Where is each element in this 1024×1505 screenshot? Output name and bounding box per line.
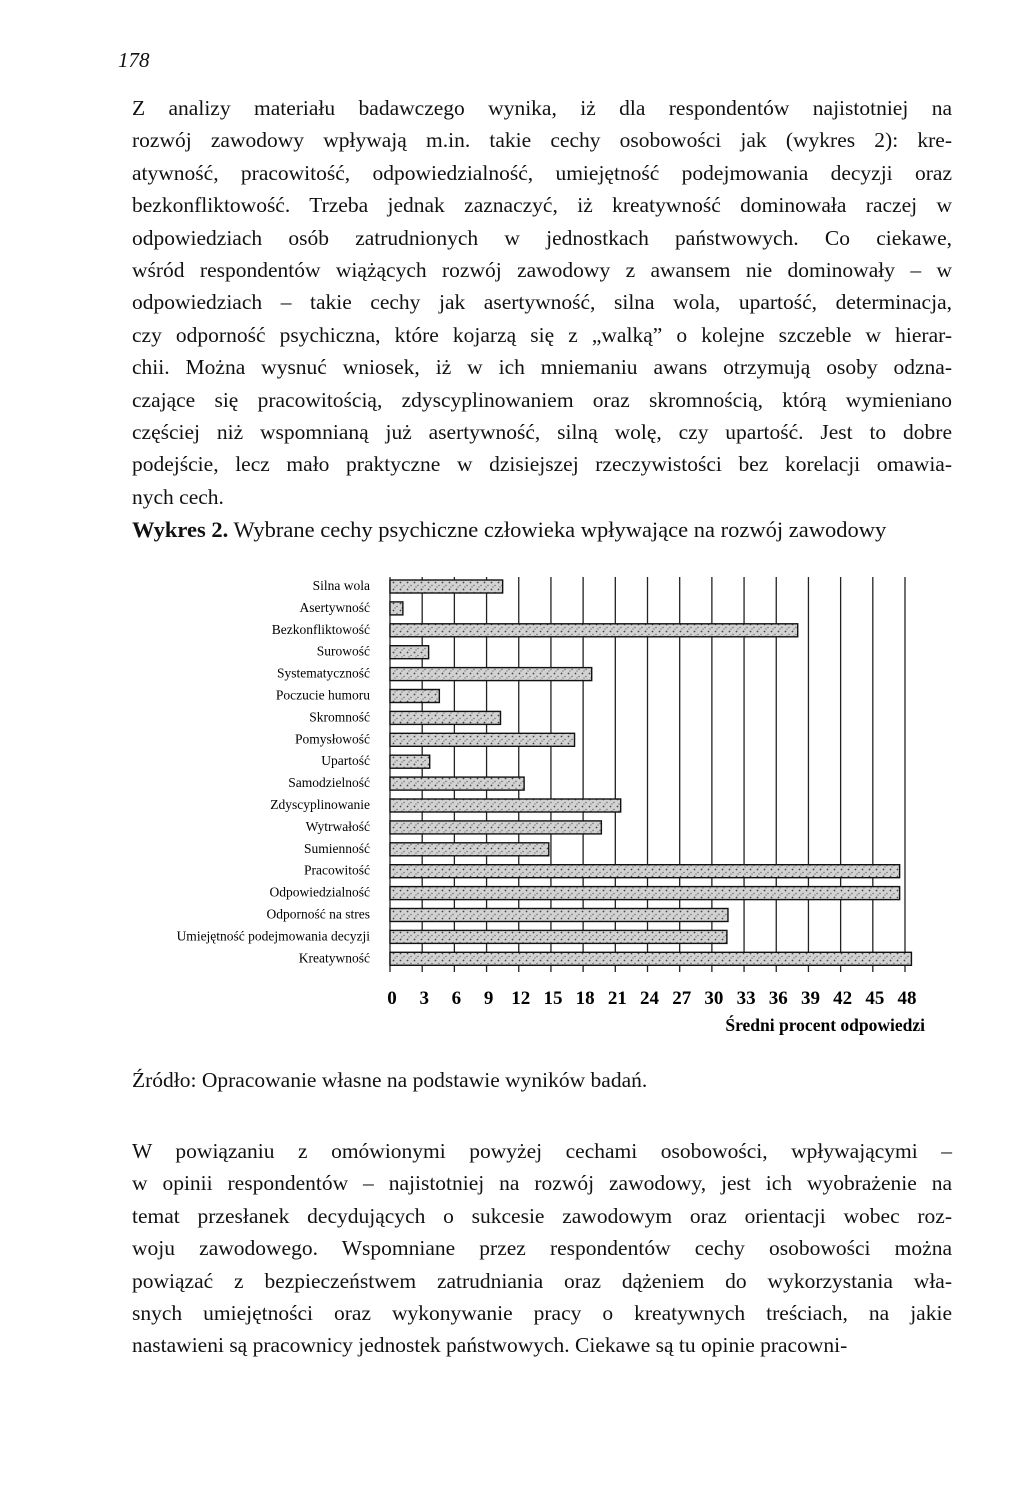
category-label: Upartość [321,753,370,769]
category-label: Asertywność [299,599,370,615]
paragraph-line: podejście, lecz mało praktyczne w dzisiejszej rzeczywistości bez korelacji omawia- [132,452,952,477]
paragraph-line: Z analizy materiału badawczego wynika, iż dla respondentów najistotniej na [132,96,952,120]
paragraph-line: odpowiedziach osób zatrudnionych w jednostkach państwowych. Co ciekawe, [132,225,952,250]
category-label: Odporność na stres [266,906,370,922]
chart-category-labels [177,578,371,965]
chart-bar [390,668,592,681]
chart-bar [390,733,575,746]
x-tick-label: 33 [736,988,756,1009]
paragraph-line: odpowiedziach – takie cechy jak asertywność, silna wola, upartość, determinacja, [132,290,952,315]
page-number: 178 [118,48,150,72]
x-tick-label: 9 [483,988,494,1009]
x-tick-label: 30 [704,988,724,1009]
x-tick-label: 12 [511,988,531,1009]
category-label: Kreatywność [298,950,370,966]
body-paragraph-2 [132,1135,952,1362]
chart-bar [390,865,900,878]
chart-bar [390,952,911,965]
chart-bar [390,624,798,637]
category-label: Wytrwałość [305,818,370,834]
x-tick-label: 15 [543,988,563,1009]
chart-bar [390,646,429,659]
x-tick-label: 18 [575,988,595,1009]
chart-bars [390,580,911,965]
category-label: Surowość [316,643,370,659]
x-tick-label: 6 [451,988,462,1009]
x-tick-label: 0 [387,988,397,1009]
x-tick-label: 36 [768,988,788,1009]
chart-bar [390,602,403,615]
chart-bar [390,580,503,593]
figure-source-note: Źródło: Opracowanie własne na podstawie wyników badań. [132,1068,648,1092]
chart-bar [390,909,728,922]
paragraph-line: częściej niż wspomnianą już asertywność, silną wolę, czy upartość. Jest to dobre [132,420,952,445]
category-label: Systematyczność [277,665,370,681]
chart-bar [390,821,601,834]
category-label: Samodzielność [288,775,370,791]
paragraph-line: temat przesłanek decydujących o sukcesie zawodowym oraz orientacji wobec roz- [132,1203,952,1228]
category-label: Pracowitość [304,862,370,878]
chart-x-tick-labels [387,988,916,1009]
paragraph-line: bezkonfliktowość. Trzeba jednak zaznaczyć, iż kreatywność dominowała raczej w [132,193,952,218]
category-label: Poczucie humoru [275,687,370,703]
x-tick-label: 45 [865,988,885,1009]
category-label: Umiejętność podejmowania decyzji [176,928,370,944]
paragraph-line: czy odporność psychiczna, które kojarzą się z „walką” o kolejne szczeble w hierar- [132,322,952,347]
paragraph-line: atywność, pracowitość, odpowiedzialność, umiejętność podejmowania decyzji oraz [132,160,952,185]
x-tick-label: 27 [672,988,692,1009]
paragraph-line: nych cech. [132,484,224,509]
paragraph-line: w opinii respondentów – najistotniej na rozwój zawodowy, jest ich wyobrażenie na [132,1171,952,1196]
chart-bar [390,843,549,856]
category-label: Silna wola [312,578,370,593]
chart-bar [390,777,524,790]
paragraph-line: rozwój zawodowy wpływają m.in. takie cechy osobowości jak (wykres 2): kre- [132,128,952,153]
figure-caption-label: Wykres 2. [132,517,229,542]
chart-bar [390,690,439,703]
chart-bar [390,930,727,943]
chart-bar [390,755,430,768]
x-axis-title: Średni procent odpowiedzi [725,1015,925,1035]
category-label: Pomysłowość [294,731,370,747]
paragraph-line: woju zawodowego. Wspomniane przez respondentów cechy osobowości można [132,1236,952,1261]
category-label: Odpowiedzialność [269,884,370,900]
paragraph-line: chii. Można wysnuć wniosek, iż w ich mniemaniu awans otrzymują osoby odzna- [132,355,952,380]
figure-caption-text: Wybrane cechy psychiczne człowieka wpływające na rozwój zawodowy [228,517,887,542]
paragraph-line: powiązać z bezpieczeństwem zatrudniania oraz dążeniem do wykorzystania wła- [132,1268,952,1293]
x-tick-label: 21 [607,988,627,1009]
x-tick-label: 39 [800,988,820,1009]
chart-bar [390,711,501,724]
paragraph-line: snych umiejętności oraz wykonywanie pracy o kreatywnych treściach, na jakie [132,1301,952,1326]
paragraph-line: nastawieni są pracownicy jednostek państwowych. Ciekawe są tu opinie pracowni- [132,1333,848,1358]
x-tick-label: 24 [640,988,659,1009]
category-label: Skromność [309,709,370,725]
paragraph-line: wśród respondentów wiążących rozwój zawodowy z awansem nie dominowały – w [132,258,952,283]
chart-bar [390,887,900,900]
paragraph-line: W powiązaniu z omówionymi powyżej cechami osobowości, wpływającymi – [132,1139,952,1163]
chart-bar [390,799,621,812]
x-tick-label: 42 [833,988,853,1009]
category-label: Zdyscyplinowanie [270,797,370,812]
x-tick-label: 48 [897,988,917,1009]
paragraph-line: czające się pracowitością, zdyscyplinowaniem oraz skromnością, którą wymieniano [132,387,952,412]
category-label: Sumienność [304,840,370,856]
category-label: Bezkonfliktowość [271,621,370,637]
x-tick-label: 3 [419,988,429,1009]
